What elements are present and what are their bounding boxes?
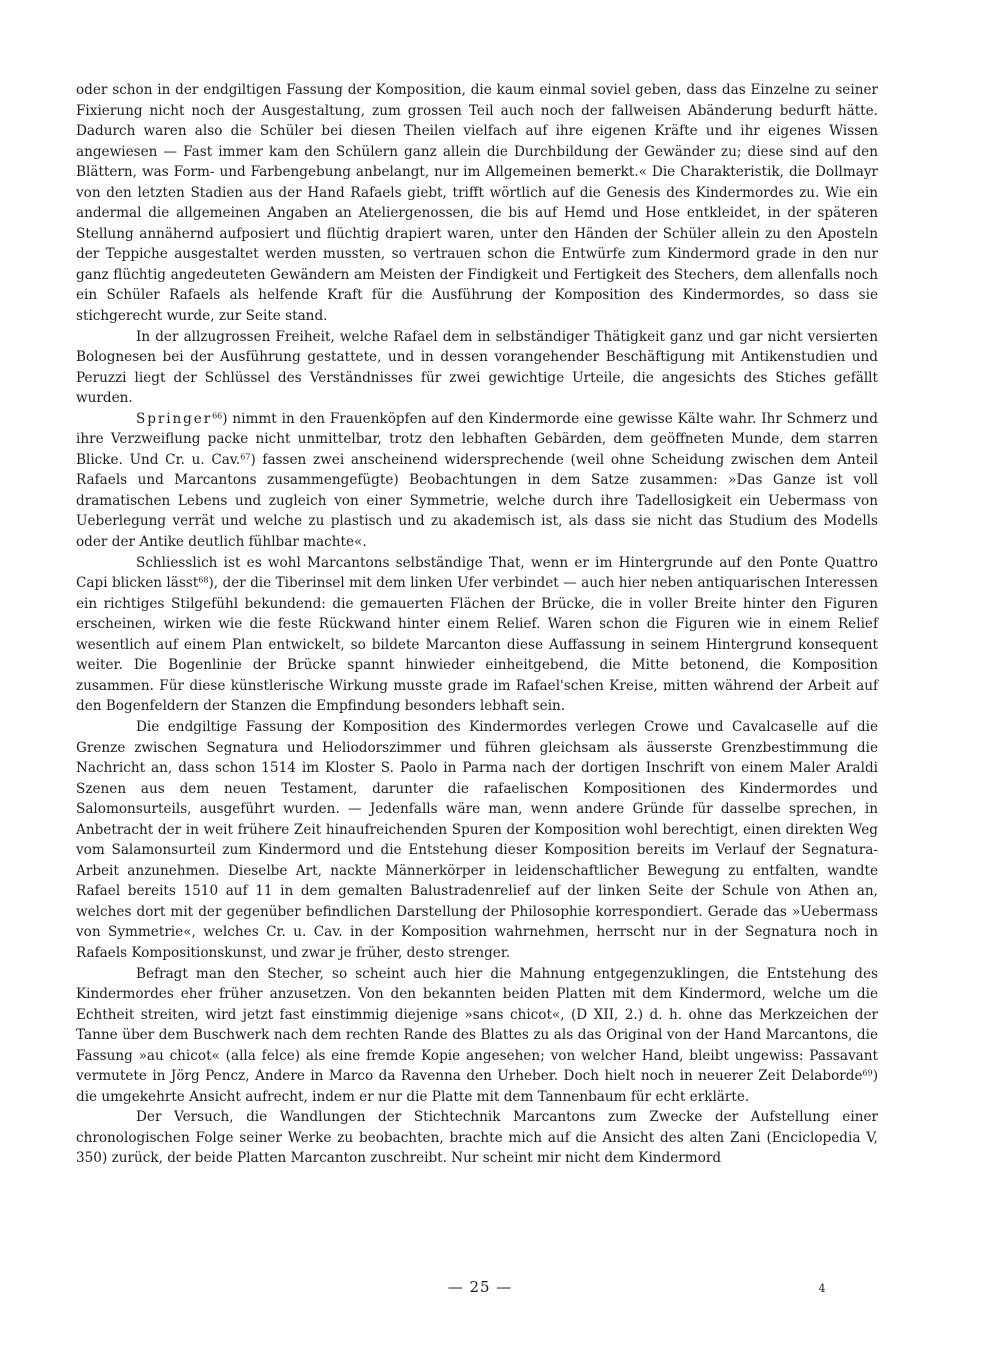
paragraph bbox=[76, 327, 878, 409]
paragraph bbox=[76, 717, 878, 964]
text-run: Der Versuch, die Wandlungen der Stichtechnik Marcantons zum Zwecke der Aufstellung einer chronologischen Folge seiner Werke zu beobachten, brachte mich auf die Ansicht des alten Zani (Enciclopedia V, 350) zurück, der beide Platten Marcanton zuschreibt. Nur scheint mir nicht dem Kindermord bbox=[76, 1109, 878, 1167]
signature-mark: 4 bbox=[818, 1282, 826, 1295]
footnote-ref: 67 bbox=[240, 452, 251, 462]
paragraph bbox=[76, 964, 878, 1108]
footnote-ref: 69 bbox=[862, 1068, 873, 1078]
text-run: ) nimmt in den Frauenköpfen auf den Kindermorde eine gewisse Kälte wahr. Ihr Schmerz und ihre Verzweiflung packe nicht unmittelbar, trotz den lebhaften Gebärden, dem geöffneten Munde, dem starren Blicke. Und Cr. u. Cav. bbox=[76, 410, 878, 468]
text-run: ) fassen zwei anscheinend widersprechende (weil ohne Scheidung zwischen dem Anteil Rafaels und Marcantons zusammengefügte) Beobachtungen in dem Satze zusammen: »Das Ganze ist voll dramatischen Lebens und zugleich von einer Symmetrie, welche durch ihre Tadellosigkeit ein Uebermass von Ueberlegung verrät und welche zu plastisch und zu akademisch ist, als dass sie nicht das Studium des Modells oder der Antike deutlich fühlbar machte«. bbox=[76, 451, 878, 551]
spaced-name: Springer bbox=[136, 410, 213, 427]
text-run: In der allzugrossen Freiheit, welche Rafael dem in selbständiger Thätigkeit ganz und gar nicht versierten Bolognesen bei der Ausführung gestattete, und in dessen vorangehender Beschäftigung mit Antikenstudien und Peruzzi liegt der Schlüssel des Verständnisses für zwei gewichtige Urteile, die angesichts des Stiches gefällt wurden. bbox=[76, 328, 878, 407]
text-run: oder schon in der endgiltigen Fassung der Komposition, die kaum einmal soviel geben, dass das Einzelne zu seiner Fixierung nicht noch der Ausgestaltung, zum grossen Teil auch noch der fallweisen Abänderung bedurft hätte. Dadurch waren also die Schüler bei diesen Theilen vielfach auf ihre eigenen Kräfte und ihr eigenes Wissen angewiesen — Fast immer kam den Schülern ganz allein die Durchbildung der Gewänder zu; diese sind auf den Blättern, was Form- und Farbengebung anbelangt, nur im Allgemeinen bemerkt.« Die Charakteristik, die Dollmayr von den letzten Stadien aus der Hand Rafaels giebt, trifft wörtlich auf die Genesis des Kindermordes zu. Wie ein andermal die allgemeinen Angaben an Ateliergenossen, die bis auf Hemd und Hose entkleidet, in der späteren Stellung annähernd aufposiert und flüchtig drapiert waren, unter den Händen der Schüler allein zu den Aposteln der Teppiche ausgestaltet werden mussten, so vertrauen schon die Entwürfe zum Kindermord grade in den nur ganz flüchtig angedeuteten Gewändern am Meisten der Findigkeit und Fertigkeit des Stechers, dem allenfalls noch ein Schüler Rafaels als helfende Kraft für die Ausführung der Komposition des Kindermordes, so dass sie stichgerecht wurde, zur Seite stand. bbox=[76, 82, 878, 325]
paragraph bbox=[76, 80, 878, 327]
text-run: Die endgiltige Fassung der Komposition des Kindermordes verlegen Crowe und Cavalcaselle auf die Grenze zwischen Segnatura und Heliodorszimmer und führen gleichsam als äusserste Grenzbestimmung die Nachricht an, dass schon 1514 im Kloster S. Paolo in Parma nach der dortigen Inschrift von einem Maler Araldi Szenen aus dem neuen Testament, darunter die rafaelischen Kompositionen des Kindermordes und Salomonsurteils, ausgeführt wurden. — Jedenfalls wäre man, wenn andere Gründe für dasselbe sprechen, in Anbetracht der in weit frühere Zeit hinaufreichenden Spuren der Komposition wohl berechtigt, einen direkten Weg vom Salamonsurteil zum Kindermord und die Entstehung dieser Komposition bereits im Verlauf der Segnatura-Arbeit anzunehmen. Dieselbe Art, nackte Männerkörper in leidenschaftlicher Bewegung zu entfalten, wandte Rafael bereits 1510 auf 11 in dem gemalten Balustradenrelief auf der linken Seite der Schule von Athen an, welches dort mit der gegenüber befindlichen Darstellung der Philosophie korrespondiert. Gerade das »Uebermass von Symmetrie«, welches Cr. u. Cav. in der Komposition wahrnehmen, herrscht nur in der Segnatura noch in Rafaels Kompositionskunst, und zwar je früher, desto strenger. bbox=[76, 718, 878, 961]
text-run: ) die umgekehrte Ansicht aufrecht, indem er nur die Platte mit dem Tannenbaum für echt erklärte. bbox=[76, 1068, 878, 1105]
text-run: ), der die Tiberinsel mit dem linken Ufer verbindet — auch hier neben antiquarischen Interessen ein richtiges Stilgefühl bekundend: die gemauerten Flächen der Brücke, die in voller Breite hinter den Figuren erscheinen, wirken wie die feste Rückwand hinter einem Relief. Waren schon die Figuren wie in einem Relief wesentlich auf einem Plan entwickelt, so bildete Marcanton diese Auffassung in seinem Hintergrund konsequent weiter. Die Bogenlinie der Brücke spannt hinwieder einheitgebend, die Mitte betonend, die Komposition zusammen. Für diese künstlerische Wirkung musste grade im Rafael'schen Kreise, mitten während der Arbeit auf den Bogenfeldern der Stanzen die Empfindung besonders lebhaft sein. bbox=[76, 575, 878, 715]
text-run: Befragt man den Stecher, so scheint auch hier die Mahnung entgegenzuklingen, die Entstehung des Kindermordes eher früher anzusetzen. Von den bekannten beiden Platten mit dem Kindermord, welche um die Echtheit streiten, wird jetzt fast einstimmig diejenige »sans chicot«, (D XII, 2.) d. h. ohne das Merkzeichen der Tanne über dem Buschwerk nach dem rechten Rande des Blattes zu als das Original von der Hand Marcantons, die Fassung »au chicot« (alla felce) als eine fremde Kopie angesehen; von welcher Hand, bleibt ungewiss: Passavant vermutete in Jörg Pencz, Andere in Marco da Ravenna den Urheber. Doch hielt noch in neuerer Zeit Delaborde bbox=[76, 965, 878, 1085]
body-text bbox=[76, 80, 878, 1169]
paragraph bbox=[76, 1107, 878, 1169]
text-run: Schliesslich ist es wohl Marcantons selbständige That, wenn er im Hintergrunde auf den Ponte Quattro Capi blicken lässt bbox=[76, 554, 878, 592]
footnote-ref: 66 bbox=[212, 411, 223, 421]
paragraph bbox=[76, 553, 878, 717]
footnote-ref: 68 bbox=[198, 575, 209, 585]
page-number: — 25 — bbox=[447, 1278, 513, 1296]
paragraph bbox=[76, 409, 878, 553]
